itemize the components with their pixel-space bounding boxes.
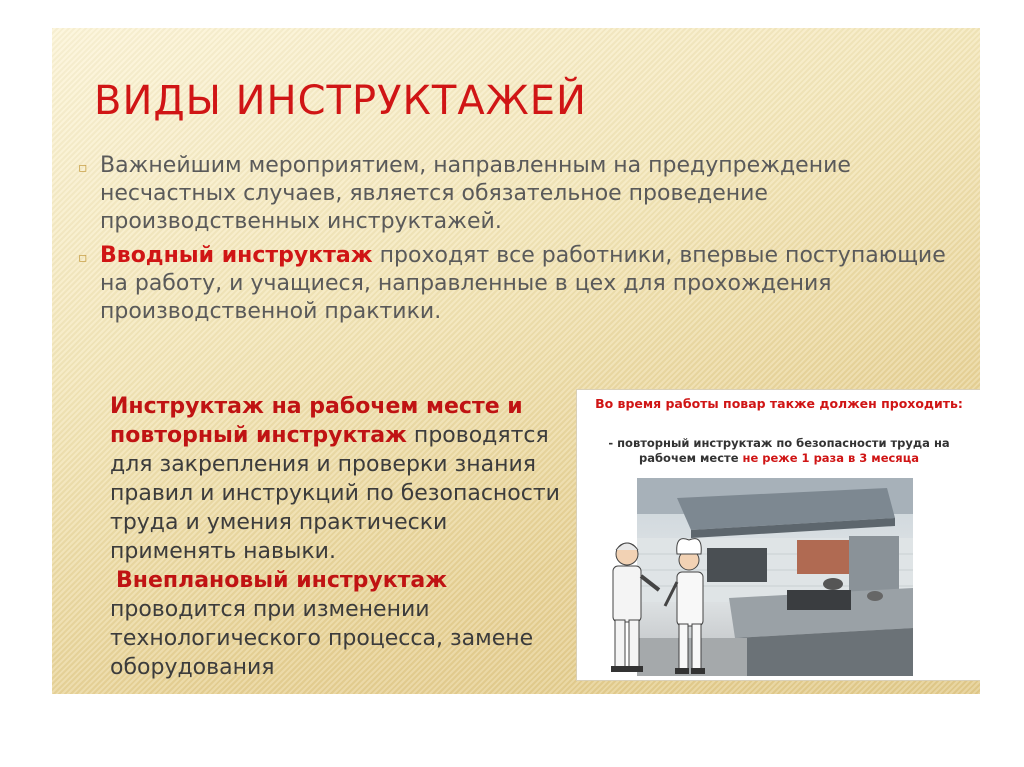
bullet-item-1 xyxy=(78,152,970,236)
slide xyxy=(52,28,980,694)
cooks-illustration xyxy=(585,532,725,682)
instruction-paragraph xyxy=(110,392,580,682)
bullet-1-text: Важнейшим мероприятием, направленным на предупреждение несчастных случаев, является обязательное проведение производственных инструктажей. xyxy=(100,153,851,234)
panel-highlight: не реже 1 раза в 3 месяца xyxy=(742,451,919,465)
paragraph-text-1: проводятся для закрепления и проверки знания правил и инструкций по безопасности труда и умения практически применять навыки. xyxy=(110,423,560,564)
panel-sub-text: - повторный инструктаж по безопасности труда на рабочем месте xyxy=(608,436,950,465)
panel-heading: Во время работы повар также должен проходить: xyxy=(595,396,963,411)
info-panel xyxy=(576,389,980,681)
paragraph-text-2: проводится при изменении технологического процесса, замене оборудования xyxy=(110,597,534,680)
slide-title: ВИДЫ ИНСТРУКТАЖЕЙ xyxy=(94,78,587,124)
bullet-item-2 xyxy=(78,242,970,326)
panel-subtext xyxy=(587,436,971,466)
bullet-icon: ▫ xyxy=(78,250,88,266)
paragraph-bold-1: Инструктаж на рабочем месте и повторный инструктаж xyxy=(110,394,523,448)
bullet-icon: ▫ xyxy=(78,160,88,176)
bullet-2-bold: Вводный инструктаж xyxy=(100,243,373,268)
paragraph-bold-2: Внеплановый инструктаж xyxy=(116,568,448,593)
bullet-2-text: проходят все работники, впервые поступающие на работу, и учащиеся, направленные в цех для прохождения производственной практики. xyxy=(100,243,946,324)
bullet-list xyxy=(78,152,970,332)
